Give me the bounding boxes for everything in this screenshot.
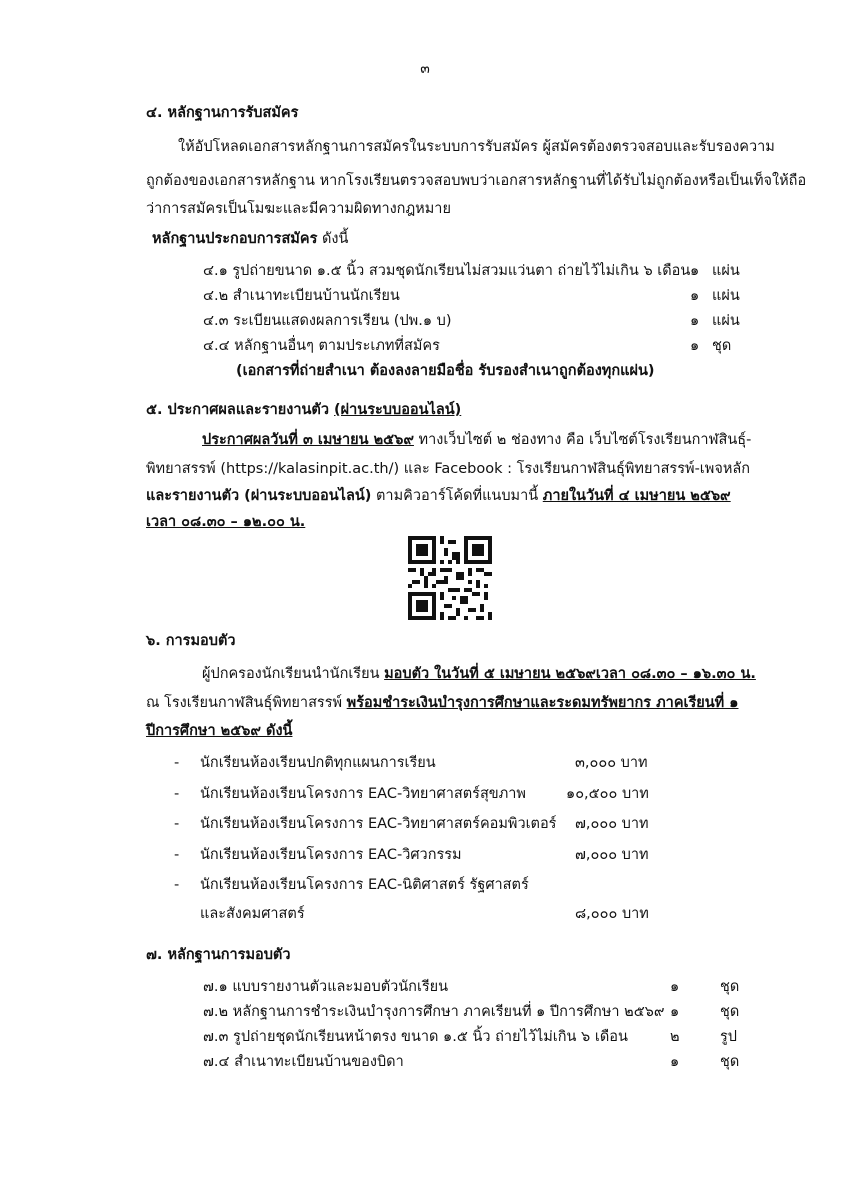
section-4-para-line-1: ให้อัปโหลดเอกสารหลักฐานการสมัครในระบบการรับสมัคร ผู้สมัครต้องตรวจสอบและรับรองความ [178, 139, 775, 155]
section-5-line-1 [202, 430, 751, 450]
doc-item-unit: แผ่น [712, 313, 740, 329]
report-deadline: ภายในวันที่ ๔ เมษายน ๒๕๖๙ [542, 488, 731, 504]
fee-name: นักเรียนห้องเรียนโครงการ EAC-วิทยาศาสตร์สุขภาพ [200, 786, 526, 802]
doc-item-text: ๔.๑ รูปถ่ายขนาด ๑.๕ นิ้ว สวมชุดนักเรียนไม่สวมแว่นตา ถ่ายไว้ไม่เกิน ๖ เดือน [203, 263, 691, 279]
handover-doc-qty: ๑ [670, 979, 680, 995]
fee-dash: - [174, 847, 180, 863]
handover-doc-unit: รูป [720, 1029, 737, 1045]
section-5-line-3 [146, 486, 731, 506]
doc-item-qty: ๑ [690, 313, 700, 329]
handover-place: ณ โรงเรียนกาฬสินธุ์พิทยาสรรพ์ [146, 695, 343, 711]
doc-item-text: ๔.๒ สำเนาทะเบียนบ้านนักเรียน [203, 288, 400, 304]
docs-title-bold: หลักฐานประกอบการสมัคร [152, 231, 318, 247]
announce-channels: ทางเว็บไซต์ ๒ ช่องทาง คือ เว็บไซต์โรงเรียนกาฬสินธุ์- [418, 432, 752, 448]
docs-note: (เอกสารที่ถ่ายสำเนา ต้องลงลายมือชื่อ รับรองสำเนาถูกต้องทุกแผ่น) [236, 363, 655, 379]
fee-name-continued: และสังคมศาสตร์ [200, 906, 305, 922]
docs-title [152, 229, 348, 249]
fee-amount: ๘,๐๐๐ บาท [575, 906, 649, 922]
handover-date: มอบตัว ในวันที่ ๕ เมษายน ๒๕๖๙เวลา ๐๘.๓๐ – ๑๖.๓๐ น. [384, 666, 756, 682]
academic-year: ปีการศึกษา ๒๕๖๙ ดังนี้ [146, 723, 293, 739]
fee-name: นักเรียนห้องเรียนโครงการ EAC-วิทยาศาสตร์คอมพิวเตอร์ [200, 816, 557, 832]
fee-dash: - [174, 755, 180, 771]
section-5-heading [146, 400, 461, 420]
doc-item-qty: ๑ [690, 263, 700, 279]
handover-doc-unit: ชุด [720, 1054, 740, 1070]
handover-doc-unit: ชุด [720, 979, 740, 995]
doc-item-unit: ชุด [712, 338, 732, 354]
fee-amount: ๗,๐๐๐ บาท [575, 847, 649, 863]
section-6-line-1 [202, 664, 756, 684]
handover-doc-unit: ชุด [720, 1004, 740, 1020]
handover-doc-text: ๗.๔ สำเนาทะเบียนบ้านของบิดา [203, 1054, 404, 1070]
section-4-para-line-3: ว่าการสมัครเป็นโมฆะและมีความผิดทางกฎหมาย [146, 201, 451, 217]
handover-intro: ผู้ปกครองนักเรียนนำนักเรียน [202, 666, 380, 682]
payment-note: พร้อมชำระเงินบำรุงการศึกษาและระดมทรัพยากร ภาคเรียนที่ ๑ [346, 695, 739, 711]
fee-amount: ๓,๐๐๐ บาท [575, 755, 648, 771]
doc-item-qty: ๑ [690, 338, 700, 354]
fee-name: นักเรียนห้องเรียนโครงการ EAC-วิศวกรรม [200, 847, 462, 863]
section-6-line-2 [146, 693, 739, 713]
docs-title-suffix: ดังนี้ [321, 231, 349, 247]
page-number: ๓ [420, 61, 430, 77]
report-online: และรายงานตัว (ผ่านระบบออนไลน์) [146, 488, 372, 504]
doc-item-unit: แผ่น [712, 288, 740, 304]
fee-dash: - [174, 786, 180, 802]
section-7-heading: ๗. หลักฐานการมอบตัว [146, 947, 291, 963]
section-5-line-2: พิทยาสรรพ์ (https://kalasinpit.ac.th/) และ Facebook : โรงเรียนกาฬสินธุ์พิทยาสรรพ์-เพจหลัก [146, 461, 751, 477]
doc-item-qty: ๑ [690, 288, 700, 304]
doc-item-text: ๔.๔ หลักฐานอื่นๆ ตามประเภทที่สมัคร [203, 338, 440, 354]
fee-dash: - [174, 877, 180, 893]
doc-item-unit: แผ่น [712, 263, 740, 279]
report-time: เวลา ๐๘.๓๐ – ๑๒.๐๐ น. [146, 514, 306, 530]
section-4-heading: ๔. หลักฐานการรับสมัคร [146, 105, 299, 121]
section-5-heading-online: (ผ่านระบบออนไลน์) [334, 402, 462, 418]
handover-doc-text: ๗.๒ หลักฐานการชำระเงินบำรุงการศึกษา ภาคเรียนที่ ๑ ปีการศึกษา ๒๕๖๙ [203, 1004, 665, 1020]
section-5-heading-text: ๕. ประกาศผลและรายงานตัว [146, 402, 329, 418]
handover-doc-text: ๗.๓ รูปถ่ายชุดนักเรียนหน้าตรง ขนาด ๑.๕ นิ้ว ถ่ายไว้ไม่เกิน ๖ เดือน [203, 1029, 628, 1045]
section-6-heading: ๖. การมอบตัว [146, 633, 236, 649]
handover-doc-qty: ๒ [670, 1029, 680, 1045]
section-4-para-line-2: ถูกต้องของเอกสารหลักฐาน หากโรงเรียนตรวจสอบพบว่าเอกสารหลักฐานที่ได้รับไม่ถูกต้องหรือเป็นเท็จให้ถือ [146, 173, 807, 189]
handover-doc-qty: ๑ [670, 1054, 680, 1070]
fee-amount: ๗,๐๐๐ บาท [575, 816, 649, 832]
announce-date: ประกาศผลวันที่ ๓ เมษายน ๒๕๖๙ [202, 432, 414, 448]
fee-amount: ๑๐,๕๐๐ บาท [566, 786, 649, 802]
handover-doc-qty: ๑ [670, 1004, 680, 1020]
report-qr-text: ตามคิวอาร์โค้ดที่แนบมานี้ [376, 488, 539, 504]
fee-dash: - [174, 816, 180, 832]
fee-name: นักเรียนห้องเรียนโครงการ EAC-นิติศาสตร์ รัฐศาสตร์ [200, 877, 529, 893]
qr-code[interactable] [408, 536, 492, 620]
fee-name: นักเรียนห้องเรียนปกติทุกแผนการเรียน [200, 755, 436, 771]
doc-item-text: ๔.๓ ระเบียนแสดงผลการเรียน (ปพ.๑ บ) [203, 313, 452, 329]
handover-doc-text: ๗.๑ แบบรายงานตัวและมอบตัวนักเรียน [203, 979, 449, 995]
